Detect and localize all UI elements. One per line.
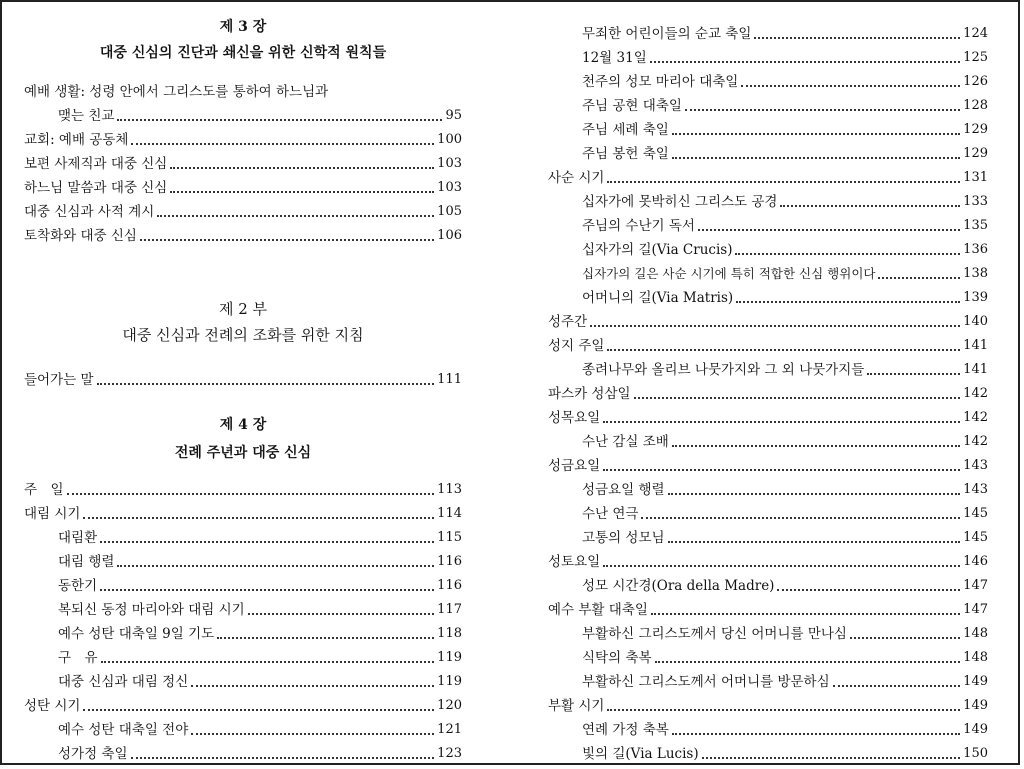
leader-dots [777,589,960,591]
toc-entry[interactable] [548,70,988,92]
leader-dots [590,325,960,327]
leader-dots [131,757,435,759]
toc-entry[interactable] [24,694,462,716]
toc-entry[interactable] [24,742,462,764]
leader-dots [170,191,434,193]
toc-entry[interactable] [548,22,988,44]
toc-entry[interactable] [548,670,988,692]
leader-dots [217,637,434,639]
toc-entry-title: 연례 가정 축복 [582,722,669,738]
leader-dots [248,613,434,615]
leader-dots [83,517,434,519]
toc-entry-page: 121 [437,722,462,737]
toc-entry-page: 135 [963,218,988,233]
toc-entry[interactable] [548,574,988,596]
chapter-3-label: 제 3 장 [219,19,267,35]
toc-entry-page: 111 [437,372,462,387]
toc-entry-title: 성목요일 [548,410,601,426]
toc-entry-title: 성주간 [548,314,588,330]
leader-dots [191,685,434,687]
toc-entry-title: 예배 생활: 성령 안에서 그리스도를 통하여 하느님과 [24,84,329,100]
toc-entry[interactable] [24,104,462,126]
toc-entry[interactable] [548,718,988,740]
toc-entry-page: 139 [963,290,988,305]
toc-entry-title: 고통의 성모님 [582,530,665,546]
toc-entry-title: 대림 시기 [24,506,81,522]
toc-entry-title: 어머니의 길(Via Matris) [582,290,734,306]
toc-entry-page: 141 [963,362,988,377]
toc-entry[interactable] [24,200,462,222]
toc-entry-page: 147 [963,602,988,617]
toc-entry-page: 145 [963,530,988,545]
leader-dots [117,565,434,567]
toc-entry-title: 들어가는 말 [24,372,94,388]
toc-entry-title: 성토요일 [548,554,601,570]
toc-entry-title: 파스카 성삼일 [548,386,631,402]
toc-entry[interactable] [548,94,988,116]
toc-entry[interactable] [548,430,988,452]
toc-entry-title: 부활하신 그리스도께서 당신 어머니를 만나심 [582,626,847,642]
toc-entry-title: 주님 공현 대축일 [582,98,682,114]
toc-entry-title: 구 유 [58,650,98,666]
toc-entry[interactable] [548,526,988,548]
toc-entry-page: 143 [963,458,988,473]
toc-entry-page: 150 [963,746,988,761]
toc-entry-title: 부활하신 그리스도께서 어머니를 방문하심 [582,674,830,690]
toc-entry-title: 성가정 축일 [58,746,128,762]
toc-entry[interactable] [548,262,988,284]
leader-dots [672,733,960,735]
toc-entry-title: 식탁의 축복 [582,650,652,666]
toc-entry-title: 성금요일 [548,458,601,474]
toc-entry[interactable] [548,742,988,764]
toc-entry[interactable] [24,622,462,644]
toc-entry[interactable] [24,598,462,620]
toc-entry-page: 126 [963,74,988,89]
toc-entry-title: 대중 신심과 사적 계시 [24,204,155,220]
leader-dots [100,589,434,591]
toc-entry[interactable] [24,526,462,548]
toc-entry-title: 대림 행렬 [58,554,115,570]
toc-entry-page: 103 [437,156,462,171]
toc-entry-page: 129 [963,122,988,137]
toc-entry[interactable] [548,382,988,404]
toc-entry-title: 빛의 길(Via Lucis) [582,746,699,762]
toc-entry-page: 138 [963,266,988,281]
toc-entry-title: 주님 봉헌 축일 [582,146,669,162]
toc-entry-page: 149 [963,674,988,689]
toc-entry-page: 118 [437,626,462,641]
toc-entry-page: 95 [445,108,462,123]
leader-dots [634,397,961,399]
toc-entry-page: 136 [963,242,988,257]
leader-dots [672,445,960,447]
toc-entry[interactable] [548,334,988,356]
toc-entry-title: 토착화와 대중 신심 [24,228,137,244]
toc-entry-title: 수난 연극 [582,506,639,522]
leader-dots [702,757,961,759]
toc-entry[interactable] [24,550,462,572]
toc-entry-page: 119 [437,650,462,665]
toc-entry-page: 120 [437,698,462,713]
toc-entry-page: 142 [963,410,988,425]
toc-entry-title: 부활 시기 [548,698,605,714]
leader-dots [131,143,434,145]
toc-entry-title: 주님의 수난기 독서 [582,218,695,234]
toc-entry-title: 성모 시간경(Ora della Madre) [582,578,775,594]
leader-dots [603,565,960,567]
leader-dots [741,85,960,87]
toc-entry-page: 113 [437,482,462,497]
toc-entry-page: 117 [437,602,462,617]
toc-entry-title: 성탄 시기 [24,698,81,714]
toc-entry-page: 125 [963,50,988,65]
toc-entry[interactable] [548,358,988,380]
toc-entry[interactable] [548,286,988,308]
leader-dots [878,277,960,279]
toc-entry-title: 하느님 말씀과 대중 신심 [24,180,168,196]
toc-entry-title: 대중 신심과 대림 정신 [58,674,189,690]
toc-entry-title: 예수 성탄 대축일 9일 기도 [58,626,215,642]
toc-entry[interactable] [24,152,462,174]
toc-entry[interactable] [548,46,988,68]
toc-entry-page: 133 [963,194,988,209]
toc-entry-title: 주 일 [24,482,64,498]
toc-entry-page: 140 [963,314,988,329]
toc-entry[interactable] [24,646,462,668]
toc-entry[interactable] [548,142,988,164]
toc-entry[interactable] [24,670,462,692]
leader-dots [736,301,960,303]
leader-dots [668,541,961,543]
toc-entry-title: 맺는 친교 [58,108,115,124]
toc-entry-page: 114 [437,506,462,521]
toc-entry-title: 사순 시기 [548,170,605,186]
leader-dots [850,637,960,639]
toc-entry-title: 대림환 [58,530,98,546]
toc-entry-page: 124 [963,26,988,41]
leader-dots [191,733,434,735]
toc-entry[interactable] [24,574,462,596]
leader-dots [780,205,960,207]
toc-entry[interactable] [548,550,988,572]
toc-entry-title: 성금요일 행렬 [582,482,665,498]
leader-dots [100,541,434,543]
leader-dots [67,493,435,495]
toc-entry-page: 105 [437,204,462,219]
toc-entry-title: 복되신 동정 마리아와 대림 시기 [58,602,245,618]
leader-dots [651,613,960,615]
leader-dots [641,517,960,519]
leader-dots [607,709,960,711]
leader-dots [672,157,960,159]
toc-entry-page: 143 [963,482,988,497]
toc-entry-title: 천주의 성모 마리아 대축일 [582,74,739,90]
toc-entry-title: 수난 감실 조배 [582,434,669,450]
toc-entry-page: 116 [437,554,462,569]
leader-dots [97,383,435,385]
toc-entry[interactable] [548,406,988,428]
toc-entry[interactable] [24,502,462,524]
part-2-label: 제 2 부 [218,300,268,318]
toc-entry-page: 142 [963,386,988,401]
leader-dots [650,61,960,63]
leader-dots [140,239,434,241]
leader-dots [672,133,960,135]
toc-entry-page: 131 [963,170,988,185]
toc-entry[interactable] [548,454,988,476]
toc-entry[interactable] [548,190,988,212]
toc-entry[interactable] [548,118,988,140]
toc-entry-page: 147 [963,578,988,593]
toc-entry[interactable] [548,214,988,236]
toc-entry-title: 교회: 예배 공동체 [24,132,129,148]
toc-entry[interactable] [548,478,988,500]
chapter-3-title: 대중 신심의 진단과 쇄신을 위한 신학적 원칙들 [99,45,387,61]
toc-entry-title: 예수 성탄 대축일 전야 [58,722,189,738]
toc-entry-title: 성지 주일 [548,338,605,354]
leader-dots [754,37,960,39]
toc-entry-page: 145 [963,506,988,521]
toc-entry-title: 십자가에 못박히신 그리스도 공경 [582,194,778,210]
toc-entry[interactable] [548,622,988,644]
leader-dots [655,661,961,663]
leader-dots [833,685,961,687]
toc-entry[interactable] [548,310,988,332]
toc-entry[interactable] [548,166,988,188]
leader-dots [698,229,960,231]
toc-entry-page: 142 [963,434,988,449]
leader-dots [603,469,960,471]
leader-dots [607,349,960,351]
leader-dots [117,119,442,121]
toc-entry[interactable] [548,694,988,716]
toc-entry[interactable] [548,646,988,668]
leader-dots [170,167,434,169]
toc-entry[interactable] [24,80,462,102]
toc-entry-page: 103 [437,180,462,195]
toc-entry[interactable] [548,502,988,524]
toc-entry-page: 106 [437,228,462,243]
leader-dots [867,373,960,375]
leader-dots [735,253,960,255]
toc-entry-page: 146 [963,554,988,569]
toc-entry[interactable] [548,238,988,260]
toc-entry[interactable] [24,176,462,198]
toc-entry-page: 148 [963,626,988,641]
toc-entry-title: 보편 사제직과 대중 신심 [24,156,168,172]
part-2-title: 대중 신심과 전례의 조화를 위한 지침 [122,326,364,344]
toc-entry-page: 149 [963,722,988,737]
toc-entry[interactable] [548,598,988,620]
toc-entry-title: 주님 세례 축일 [582,122,669,138]
leader-dots [607,181,960,183]
leader-dots [685,109,960,111]
toc-entry[interactable] [24,128,462,150]
toc-entry[interactable] [24,718,462,740]
toc-entry-title: 예수 부활 대축일 [548,602,648,618]
toc-entry-title: 종려나무와 올리브 나뭇가지와 그 외 나뭇가지들 [582,362,865,378]
chapter-4-title: 전례 주년과 대중 신심 [174,445,312,461]
toc-entry-title: 동한기 [58,578,98,594]
leader-dots [668,493,961,495]
toc-entry-title: 십자가의 길(Via Crucis) [582,242,733,258]
chapter-4-label: 제 4 장 [219,417,267,433]
leader-dots [83,709,434,711]
toc-entry[interactable] [24,368,462,390]
toc-entry-page: 115 [437,530,462,545]
leader-dots [157,215,434,217]
toc-entry-title: 무죄한 어린이들의 순교 축일 [582,26,752,42]
leader-dots [101,661,435,663]
toc-entry-page: 119 [437,674,462,689]
toc-entry-page: 129 [963,146,988,161]
leader-dots [603,421,960,423]
toc-entry-page: 149 [963,698,988,713]
toc-entry-title: 12월 31일 [582,50,647,66]
toc-entry-page: 128 [963,98,988,113]
toc-entry-page: 116 [437,578,462,593]
toc-entry-title: 십자가의 길은 사순 시기에 특히 적합한 신심 행위이다 [582,266,876,281]
toc-entry-page: 141 [963,338,988,353]
toc-entry[interactable] [24,478,462,500]
toc-entry-page: 123 [437,746,462,761]
toc-entry-page: 100 [437,132,462,147]
toc-entry-page: 148 [963,650,988,665]
toc-entry[interactable] [24,224,462,246]
